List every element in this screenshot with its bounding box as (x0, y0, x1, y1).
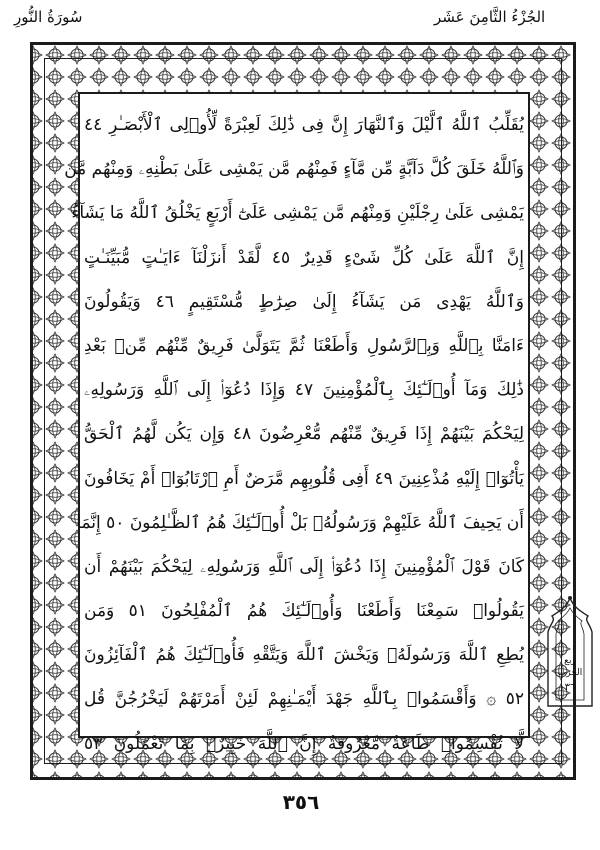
verse-lines (64, 103, 524, 766)
verse-line: أَن يَحِيفَ ٱللَّهُ عَلَيْهِمْ وَرَسُولُهُۥ بَلْ أُو۟لَـٰٓئِكَ هُمُ ٱلظَّـٰلِمُونَ ٥٠ إِنَّمَا (76, 512, 524, 533)
hizb-marker-quarter-label: ربع (564, 656, 576, 666)
verse-line: يَقُولُوا۟ سَمِعْنَا وَأَطَعْنَا وَأُو۟لَـٰٓئِكَ هُمُ ٱلْمُفْلِحُونَ ٥١ وَمَن (84, 601, 524, 622)
surah-title: سُورَةُ النُّورِ (14, 8, 83, 26)
verse-line: ذَٰلِكَ وَمَآ أُو۟لَـٰٓئِكَ بِٱلْمُؤْمِنِينَ ٤٧ وَإِذَا دُعُوٓا۟ إِلَى ٱللَّهِ وَرَسُولِهِۦ (84, 380, 524, 401)
verse-line: ءَامَنَّا بِٱللَّهِ وَبِٱلرَّسُولِ وَأَطَعْنَا ثُمَّ يَتَوَلَّىٰ فَرِيقٌ مِّنْهُم مِّنۢ بَعْدِ (84, 335, 524, 356)
page-number: ٣٥٦ (282, 790, 320, 814)
verse-line: يَأْتُوٓا۟ إِلَيْهِ مُذْعِنِينَ ٤٩ أَفِى قُلُوبِهِم مَّرَضٌ أَمِ ٱرْتَابُوٓا۟ أَمْ يَخَافُونَ (84, 468, 524, 489)
verse-line: وَٱللَّهُ خَلَقَ كُلَّ دَآبَّةٍ مِّن مَّآءٍ فَمِنْهُم مَّن يَمْشِى عَلَىٰ بَطْنِهِۦ وَمِنْهُم مَّن (64, 159, 524, 180)
juz-title: الجُزْءُ الثَّامِنَ عَشَر (434, 8, 546, 26)
verse-line: إِنَّ ٱللَّهَ عَلَىٰ كُلِّ شَىْءٍ قَدِيرٌ ٤٥ لَّقَدْ أَنزَلْنَآ ءَايَـٰتٍ مُّبَيِّنَـٰتٍ (84, 247, 524, 268)
hizb-marker-frame-icon (544, 594, 596, 712)
hizb-marker-number: ٣٦ (564, 682, 576, 693)
verse-line: كَانَ قَوْلَ ٱلْمُؤْمِنِينَ إِذَا دُعُوٓا۟ إِلَى ٱللَّهِ وَرَسُولِهِۦ لِيَحْكُمَ بَيْنَهُمْ أَن (84, 556, 524, 577)
verse-line: لَّا تُقْسِمُوا۟ طَاعَةٌ مَّعْرُوفَةٌ إِنَّ ٱللَّهَ خَبِيرٌۢ بِمَا تَعْمَلُونَ ٥٣ (84, 733, 524, 754)
verse-line: يَمْشِى عَلَىٰ رِجْلَيْنِ وَمِنْهُم مَّن يَمْشِى عَلَىٰٓ أَرْبَعٍ يَخْلُقُ ٱللَّهُ مَا يَشَآءُ (71, 203, 524, 224)
verse-line: ٥٢ ۞ وَأَقْسَمُوا۟ بِٱللَّهِ جَهْدَ أَيْمَـٰنِهِمْ لَئِنْ أَمَرْتَهُمْ لَيَخْرُجُنَّ قُل (84, 689, 524, 710)
verse-line: يُقَلِّبُ ٱللَّهُ ٱلَّيْلَ وَٱلنَّهَارَ إِنَّ فِى ذَٰلِكَ لَعِبْرَةً لِّأُو۟لِى ٱلْأَبْصَـٰرِ ٤٤ (84, 115, 524, 135)
verse-line: يُطِعِ ٱللَّهَ وَرَسُولَهُۥ وَيَخْشَ ٱللَّهَ وَيَتَّقْهِ فَأُو۟لَـٰٓئِكَ هُمُ ٱلْفَآئِزُونَ (84, 645, 524, 666)
verse-line: لِيَحْكُمَ بَيْنَهُمْ إِذَا فَرِيقٌ مِّنْهُم مُّعْرِضُونَ ٤٨ وَإِن يَكُن لَّهُمُ ٱلْحَقُّ (84, 424, 524, 445)
hizb-marker-hizb-label: الحزب (557, 668, 583, 678)
verse-line: وَٱللَّهُ يَهْدِى مَن يَشَآءُ إِلَىٰ صِرَٰطٍ مُّسْتَقِيمٍ ٤٦ وَيَقُولُونَ (84, 291, 524, 312)
hizb-quarter-marker (544, 594, 596, 712)
